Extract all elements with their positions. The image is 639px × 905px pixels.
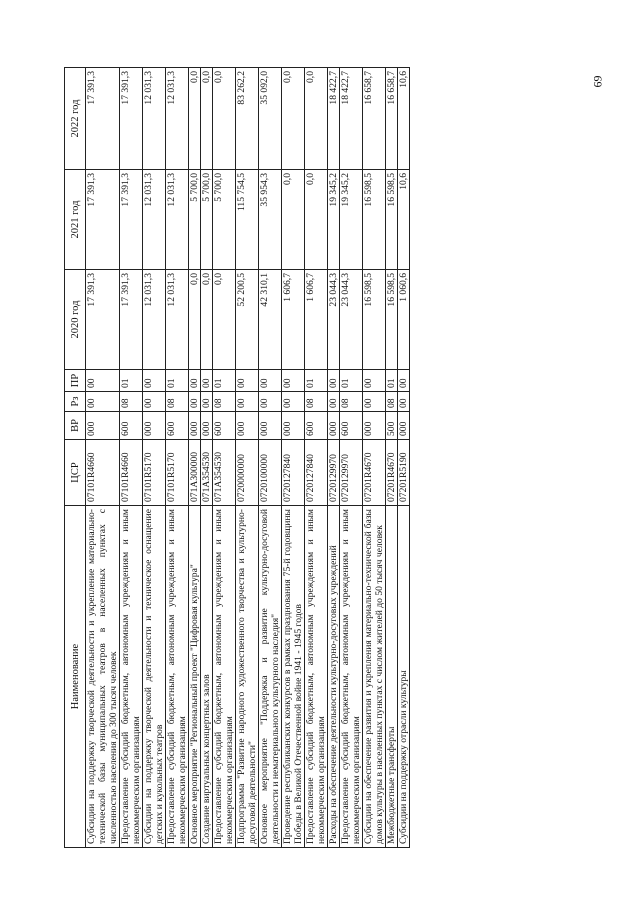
- header-pr: ПР: [65, 370, 86, 392]
- table-header-row: [65, 68, 86, 848]
- row-rz: 08: [120, 392, 143, 412]
- table-row: [120, 68, 143, 848]
- row-rz: 08: [305, 392, 328, 412]
- row-2021: 16 598,5: [363, 170, 386, 270]
- header-2020: 2020 год: [65, 270, 86, 370]
- row-rz: 00: [189, 392, 201, 412]
- row-name: Предоставление субсидий бюджетным, автономным учреждениям и иным некоммерческим организациям: [213, 506, 236, 848]
- row-rz: 08: [166, 392, 189, 412]
- row-rz: 00: [259, 392, 282, 412]
- row-2020: 16 598,5: [363, 270, 386, 370]
- row-csr: 07201R4670: [363, 440, 386, 506]
- row-2022: 16 658,7: [386, 68, 398, 170]
- row-2021: 35 954,3: [259, 170, 282, 270]
- row-pr: 00: [282, 370, 305, 392]
- table-row: [189, 68, 201, 848]
- row-pr: 01: [166, 370, 189, 392]
- row-2022: 12 031,3: [166, 68, 189, 170]
- row-vr: 000: [236, 412, 259, 440]
- row-2020: 0,0: [189, 270, 201, 370]
- row-2020: 16 598,5: [386, 270, 398, 370]
- header-name: Наименование: [65, 506, 86, 848]
- table-row: [213, 68, 236, 848]
- row-rz: 00: [201, 392, 213, 412]
- row-csr: 0720129970: [328, 440, 340, 506]
- row-2021: 0,0: [282, 170, 305, 270]
- row-2020: 23 044,3: [328, 270, 340, 370]
- row-2020: 52 200,5: [236, 270, 259, 370]
- row-csr: 0720129970: [340, 440, 363, 506]
- row-csr: 0720100000: [259, 440, 282, 506]
- page-number: 69: [590, 75, 605, 88]
- row-2021: 17 391,3: [86, 170, 120, 270]
- row-vr: 600: [305, 412, 328, 440]
- row-csr: 07101R4660: [120, 440, 143, 506]
- row-2020: 1 606,7: [305, 270, 328, 370]
- row-2022: 0,0: [201, 68, 213, 170]
- row-vr: 500: [386, 412, 398, 440]
- row-csr: 071A354530: [213, 440, 236, 506]
- row-name: Межбюджетные трансферты: [386, 506, 398, 848]
- row-pr: 00: [236, 370, 259, 392]
- row-rz: 00: [143, 392, 166, 412]
- row-2022: 16 658,7: [363, 68, 386, 170]
- row-name: Предоставление субсидий бюджетным, автономным учреждениям и иным некоммерческим организациям: [305, 506, 328, 848]
- row-csr: 071A354530: [201, 440, 213, 506]
- row-vr: 600: [213, 412, 236, 440]
- row-vr: 000: [201, 412, 213, 440]
- row-csr: 07101R5170: [143, 440, 166, 506]
- row-2020: 12 031,3: [143, 270, 166, 370]
- budget-table: [64, 67, 410, 848]
- row-name: Субсидии на обеспечение развития и укрепления материально-технической базы домов культуры в населенных пунктах с числом жителей до 50 тысяч человек: [363, 506, 386, 848]
- row-2021: 12 031,3: [166, 170, 189, 270]
- row-pr: 00: [201, 370, 213, 392]
- header-2021: 2021 год: [65, 170, 86, 270]
- row-2020: 17 391,3: [120, 270, 143, 370]
- row-csr: 07201R5190: [398, 440, 410, 506]
- row-pr: 01: [386, 370, 398, 392]
- row-name: Расходы на обеспечение деятельности культурно-досуговых учреждений: [328, 506, 340, 848]
- row-csr: 0720127840: [282, 440, 305, 506]
- row-2022: 35 092,0: [259, 68, 282, 170]
- row-vr: 600: [120, 412, 143, 440]
- header-2022: 2022 год: [65, 68, 86, 170]
- table-body: [86, 68, 410, 848]
- row-2021: 19 345,2: [328, 170, 340, 270]
- row-rz: 08: [386, 392, 398, 412]
- row-name: Основное мероприятие "Региональный проект "Цифровая культура": [189, 506, 201, 848]
- row-rz: 08: [340, 392, 363, 412]
- header-rz: Рз: [65, 392, 86, 412]
- row-rz: 08: [213, 392, 236, 412]
- row-vr: 000: [363, 412, 386, 440]
- row-2020: 0,0: [213, 270, 236, 370]
- row-2022: 17 391,3: [86, 68, 120, 170]
- row-pr: 00: [86, 370, 120, 392]
- row-2022: 18 422,7: [340, 68, 363, 170]
- row-name: Предоставление субсидий бюджетным, автономным учреждениям и иным некоммерческим организациям: [120, 506, 143, 848]
- row-2022: 0,0: [282, 68, 305, 170]
- row-rz: 00: [363, 392, 386, 412]
- row-2021: 10,6: [398, 170, 410, 270]
- row-2022: 12 031,3: [143, 68, 166, 170]
- row-name: Предоставление субсидий бюджетным, автономным учреждениям и иным некоммерческим организациям: [166, 506, 189, 848]
- row-pr: 00: [143, 370, 166, 392]
- row-pr: 01: [120, 370, 143, 392]
- row-2020: 23 044,3: [340, 270, 363, 370]
- row-2020: 17 391,3: [86, 270, 120, 370]
- row-pr: 01: [340, 370, 363, 392]
- row-name: Основное мероприятие "Поддержка и развитие культурно-досуговой деятельности и нематериального культурного наследия": [259, 506, 282, 848]
- row-2022: 83 262,2: [236, 68, 259, 170]
- row-vr: 600: [166, 412, 189, 440]
- row-rz: 00: [398, 392, 410, 412]
- row-2022: 0,0: [189, 68, 201, 170]
- row-2021: 16 598,5: [386, 170, 398, 270]
- header-vr: ВР: [65, 412, 86, 440]
- row-2020: 42 310,1: [259, 270, 282, 370]
- table-row: [386, 68, 398, 848]
- row-2020: 0,0: [201, 270, 213, 370]
- row-2020: 1 606,7: [282, 270, 305, 370]
- row-pr: 00: [328, 370, 340, 392]
- table-row: [305, 68, 328, 848]
- row-2020: 1 060,6: [398, 270, 410, 370]
- row-vr: 000: [86, 412, 120, 440]
- row-rz: 00: [328, 392, 340, 412]
- row-vr: 000: [189, 412, 201, 440]
- table-row: [340, 68, 363, 848]
- table-row: [259, 68, 282, 848]
- row-vr: 000: [143, 412, 166, 440]
- row-name: Субсидии на поддержку творческой деятельности и техническое оснащение детских и кукольных театров: [143, 506, 166, 848]
- row-2022: 0,0: [213, 68, 236, 170]
- row-name: Субсидии на поддержку отрасли культуры: [398, 506, 410, 848]
- row-2022: 10,6: [398, 68, 410, 170]
- row-pr: 00: [398, 370, 410, 392]
- table-row: [201, 68, 213, 848]
- row-csr: 0720000000: [236, 440, 259, 506]
- row-vr: 000: [398, 412, 410, 440]
- row-rz: 00: [236, 392, 259, 412]
- row-name: Создание виртуальных концертных залов: [201, 506, 213, 848]
- row-csr: 07101R5170: [166, 440, 189, 506]
- table-row: [398, 68, 410, 848]
- row-csr: 07101R4660: [86, 440, 120, 506]
- row-2021: 5 700,0: [213, 170, 236, 270]
- table-row: [166, 68, 189, 848]
- row-2021: 115 754,5: [236, 170, 259, 270]
- row-2021: 17 391,3: [120, 170, 143, 270]
- header-csr: ЦСР: [65, 440, 86, 506]
- row-name: Подпрограмма "Развитие народного художественного творчества и культурно-досуговой деятельности": [236, 506, 259, 848]
- row-2022: 0,0: [305, 68, 328, 170]
- row-pr: 00: [189, 370, 201, 392]
- table-row: [282, 68, 305, 848]
- table-row: [143, 68, 166, 848]
- row-pr: 01: [305, 370, 328, 392]
- row-csr: 07201R4670: [386, 440, 398, 506]
- row-2022: 17 391,3: [120, 68, 143, 170]
- row-name: Проведение республиканских конкурсов в рамках празднования 75-й годовщины Победы в Великой Отечественной войне 1941 - 1945 годов: [282, 506, 305, 848]
- row-2021: 5 700,0: [201, 170, 213, 270]
- rotated-page-content: [64, 68, 602, 848]
- row-2021: 5 700,0: [189, 170, 201, 270]
- table-row: [363, 68, 386, 848]
- row-vr: 000: [259, 412, 282, 440]
- row-2021: 12 031,3: [143, 170, 166, 270]
- row-name: Субсидии на поддержку творческой деятельности и укрепление материально-технической базы муниципальных театров в населенных пунктах с численностью населения до 300 тысяч человек: [86, 506, 120, 848]
- row-name: Предоставление субсидий бюджетным, автономным учреждениям и иным некоммерческим организациям: [340, 506, 363, 848]
- row-pr: 00: [363, 370, 386, 392]
- row-csr: 0720127840: [305, 440, 328, 506]
- row-pr: 00: [259, 370, 282, 392]
- row-2020: 12 031,3: [166, 270, 189, 370]
- row-2021: 19 345,2: [340, 170, 363, 270]
- row-vr: 600: [340, 412, 363, 440]
- row-rz: 00: [86, 392, 120, 412]
- row-csr: 071A300000: [189, 440, 201, 506]
- table-row: [86, 68, 120, 848]
- table-row: [328, 68, 340, 848]
- row-pr: 01: [213, 370, 236, 392]
- table-row: [236, 68, 259, 848]
- row-2022: 18 422,7: [328, 68, 340, 170]
- row-rz: 00: [282, 392, 305, 412]
- row-vr: 000: [328, 412, 340, 440]
- row-2021: 0,0: [305, 170, 328, 270]
- row-vr: 000: [282, 412, 305, 440]
